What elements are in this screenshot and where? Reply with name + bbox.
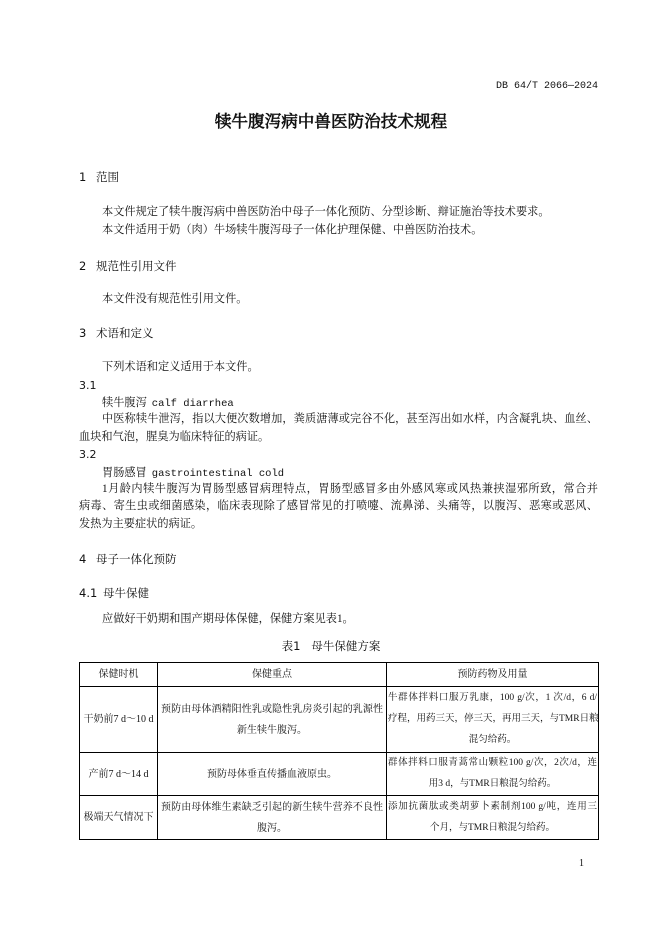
table-caption bbox=[0, 637, 662, 655]
term-chinese: 犊牛腹泻 bbox=[102, 396, 147, 410]
cow-care-body bbox=[79, 611, 598, 628]
page-number: 1 bbox=[579, 858, 584, 869]
cell-line: 用3 d，与TMR日粮混匀给药。 bbox=[428, 779, 557, 789]
definition-line: 中医称犊牛泄泻，指以大便次数增加，粪质溏薄或完谷不化，甚至泻出如水样，内含凝乳块、血丝、 bbox=[102, 413, 598, 426]
table-row bbox=[80, 687, 599, 753]
paragraph-line: 本文件规定了犊牛腹泻病中兽医防治中母子一体化预防、分型诊断、辩证施治等技术要求。 bbox=[102, 206, 550, 219]
section-heading-scope bbox=[79, 169, 119, 186]
drugs-cell bbox=[387, 687, 599, 753]
table-number: 表1 bbox=[281, 639, 301, 653]
drugs-cell bbox=[387, 796, 599, 840]
cell-line: 干奶前7 d～10 d bbox=[83, 714, 154, 725]
document-number: DB 64/T 2066—2024 bbox=[495, 81, 598, 92]
normative-references-body bbox=[79, 291, 598, 308]
cell-line: 极端天气情况下 bbox=[83, 812, 154, 823]
terms-body bbox=[79, 359, 598, 533]
table-row bbox=[80, 796, 599, 840]
cell-line: 预防由母体维生素缺乏引起的新生犊牛营养不良性 bbox=[161, 801, 383, 813]
column-header-timing: 保健时机 bbox=[80, 663, 158, 687]
section-number: 2 bbox=[79, 259, 87, 274]
section-title: 规范性引用文件 bbox=[96, 259, 177, 274]
term-english: gastrointestinal cold bbox=[151, 467, 285, 480]
definition-line: 1月龄内犊牛腹泻为胃肠型感冒病理特点，胃肠型感冒多由外感风寒或风热兼挟湿邪所致，常合并 bbox=[102, 483, 598, 496]
timing-cell bbox=[80, 687, 158, 753]
cell-line: 群体拌料口服青蒿常山颗粒100 g/次，2次/d，连 bbox=[388, 758, 597, 768]
cell-line: 混匀给药。 bbox=[468, 735, 517, 745]
definition-line: 血块和气泡，腥臭为临床特征的病证。 bbox=[79, 430, 270, 443]
focus-cell bbox=[158, 687, 387, 753]
table-title: 母牛保健方案 bbox=[311, 639, 381, 653]
section-title: 范围 bbox=[96, 170, 119, 185]
term-number: 3.1 bbox=[79, 378, 97, 392]
term-english: calf diarrhea bbox=[151, 398, 234, 411]
timing-cell bbox=[80, 753, 158, 796]
definition-line: 发热为主要症状的病证。 bbox=[79, 517, 203, 530]
cow-care-table bbox=[79, 662, 599, 840]
paragraph-line: 本文件没有规范性引用文件。 bbox=[102, 293, 248, 306]
scope-body bbox=[79, 204, 598, 239]
cell-line: 牛群体拌料口服万乳康，100 g/次，1 次/d，6 d/ bbox=[388, 693, 597, 703]
section-number: 4 bbox=[79, 552, 87, 567]
section-heading-terms bbox=[79, 325, 154, 342]
subsection-heading-cow-care bbox=[79, 585, 149, 602]
section-title: 母子一体化预防 bbox=[96, 552, 177, 567]
table-header-row bbox=[80, 663, 599, 687]
subsection-number: 4.1 bbox=[79, 586, 98, 601]
section-heading-prevention bbox=[79, 551, 177, 568]
section-number: 1 bbox=[79, 170, 87, 185]
table-row bbox=[80, 753, 599, 796]
focus-cell bbox=[158, 796, 387, 840]
term-entry bbox=[79, 464, 598, 481]
timing-cell bbox=[80, 796, 158, 840]
term-chinese: 胃肠感冒 bbox=[102, 465, 147, 479]
section-title: 术语和定义 bbox=[96, 326, 154, 341]
section-number: 3 bbox=[79, 326, 87, 341]
paragraph-line: 下列术语和定义适用于本文件。 bbox=[102, 361, 259, 374]
cell-line: 添加抗菌肽或类胡萝卜素制剂100 g/吨，连用三 bbox=[388, 801, 597, 812]
cell-line: 新生犊牛腹泻。 bbox=[237, 724, 307, 736]
document-title: 犊牛腹泻病中兽医防治技术规程 bbox=[214, 112, 448, 131]
definition-line: 病毒、寄生虫或细菌感染，临床表现除了感冒常见的打喷嚏、流鼻涕、头痛等，以腹泻、恶寒或恶风、 bbox=[79, 500, 598, 513]
cell-line: 预防由母体酒精阳性乳或隐性乳房炎引起的乳源性 bbox=[161, 703, 383, 715]
drugs-cell bbox=[387, 753, 599, 796]
subsection-title: 母牛保健 bbox=[103, 586, 149, 601]
paragraph-line: 应做好干奶期和围产期母体保健，保健方案见表1。 bbox=[102, 613, 354, 626]
focus-cell bbox=[158, 753, 387, 796]
cell-line: 预防母体垂直传播血液原虫。 bbox=[207, 768, 337, 780]
term-number: 3.2 bbox=[79, 448, 97, 462]
cell-line: 疗程，用药三天，停三天，再用三天，与TMR日粮 bbox=[388, 714, 599, 724]
cell-line: 个月，与TMR日粮混匀给药。 bbox=[429, 822, 556, 833]
cell-line: 腹泻。 bbox=[257, 822, 287, 834]
paragraph-line: 本文件适用于奶（肉）牛场犊牛腹泻母子一体化护理保健、中兽医防治技术。 bbox=[102, 223, 483, 236]
cell-line: 产前7 d～14 d bbox=[88, 768, 149, 780]
section-heading-normative-references bbox=[79, 258, 177, 275]
column-header-focus: 保健重点 bbox=[158, 663, 387, 687]
column-header-drugs: 预防药物及用量 bbox=[387, 663, 599, 687]
term-entry bbox=[79, 394, 598, 411]
